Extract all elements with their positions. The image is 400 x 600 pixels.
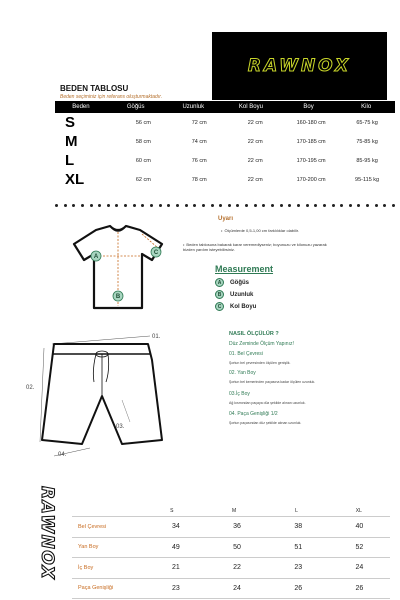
shorts-size-table (72, 505, 390, 599)
table-cell: 50 (233, 543, 241, 551)
divider-dot (236, 204, 239, 207)
table-cell: 22 cm (247, 157, 263, 164)
measurement-label: Kol Boyu (230, 303, 257, 310)
table-cell: 62 cm (135, 176, 151, 183)
divider-dot (366, 204, 369, 207)
table-cell: 24 (355, 564, 364, 572)
table-row (72, 517, 390, 538)
divider-dot (72, 204, 75, 207)
shorts-illustration (30, 330, 200, 460)
measurement-label: Göğüs (230, 279, 249, 286)
warning-note: • Ölçümlerde 0,5-1,00 cm farklılıklar olabilir. (215, 228, 305, 233)
warning-note: • Beden tablosuna bakarak karar veremediyseniz; boyunuzu ve kilonuzu yazarak bizden yardım isteyebilirsiniz. (183, 242, 333, 252)
shorts-header-cell: XL (355, 508, 362, 514)
vertical-logo-text: RAWNOX (37, 486, 57, 581)
divider-dot (228, 204, 231, 207)
table-cell: 40 (355, 523, 364, 531)
measurement-item (215, 290, 253, 299)
table-cell: 58 cm (135, 138, 151, 145)
divider-dot (323, 204, 326, 207)
divider-dot (357, 204, 360, 207)
size-table-title: BEDEN TABLOSU (60, 84, 129, 93)
table-cell: 38 (294, 523, 303, 531)
howto-step-note: Şortun bel kemerinden paçasına kadar ölçülen uzunluk. (229, 380, 316, 384)
table-cell: 26 (355, 584, 364, 592)
divider-dot (383, 204, 386, 207)
divider-dot (254, 204, 257, 207)
table-cell: 22 cm (247, 119, 263, 126)
howto-step-title: 01. Bel Çevresi (229, 351, 263, 357)
table-cell: 49 (171, 543, 180, 551)
shirt-label-a: A (93, 254, 99, 260)
shorts-label-04: 04. (58, 452, 67, 458)
table-row (72, 579, 390, 600)
divider-dot (185, 204, 188, 207)
size-table-header (55, 101, 395, 113)
howto-step-note: Şortun paçasından düz şekilde alınan uzunluk. (229, 421, 302, 425)
shorts-header-cell: S (170, 508, 174, 514)
divider-dot (297, 204, 300, 207)
divider-dot (98, 204, 101, 207)
size-header-cell: Göğüs (126, 104, 145, 110)
divider-dot (262, 204, 265, 207)
table-cell: 26 (294, 584, 303, 592)
howto-step-title: 02. Yan Boy (229, 370, 256, 376)
divider-dot (288, 204, 291, 207)
size-header-cell: Boy (303, 104, 314, 110)
brand-logo-text: RAWNOX (247, 56, 352, 76)
table-cell: 72 cm (191, 119, 207, 126)
divider-dot (159, 204, 162, 207)
shirt-label-b: B (115, 294, 121, 300)
divider-dot (280, 204, 283, 207)
badge-b-icon: B (215, 290, 224, 299)
divider-dot (124, 204, 127, 207)
divider-dot (306, 204, 309, 207)
table-cell: 60 cm (135, 157, 151, 164)
table-cell: 36 (233, 523, 241, 531)
table-cell: 160-180 cm (296, 119, 326, 126)
table-cell: 95-115 kg (355, 176, 380, 183)
table-cell: 23 (294, 564, 303, 572)
divider-dot (55, 204, 58, 207)
divider-dot (332, 204, 335, 207)
divider-dot (176, 204, 179, 207)
measurement-title: Measurement (215, 264, 274, 274)
table-cell: 75-85 kg (356, 138, 378, 145)
size-cell: L (65, 152, 75, 169)
divider-dot (211, 204, 214, 207)
size-cell: S (65, 114, 76, 131)
vertical-brand-logo (28, 486, 57, 596)
divider-dot (271, 204, 274, 207)
table-cell: 23 (171, 584, 180, 592)
measurement-item (215, 302, 256, 311)
divider-dot (219, 204, 222, 207)
size-cell: M (65, 133, 78, 150)
table-cell: 51 (294, 543, 303, 551)
table-cell: 22 cm (247, 176, 263, 183)
brand-logo (212, 32, 387, 100)
howto-step-title: 03.İç Boy (229, 391, 250, 397)
size-table (55, 101, 395, 189)
table-cell: 76 cm (191, 157, 207, 164)
table-cell: 34 (171, 523, 180, 531)
table-row (72, 538, 390, 559)
divider-dot (81, 204, 84, 207)
shorts-label-03: 03. (116, 424, 125, 430)
shorts-header-cell: M (232, 508, 237, 514)
divider-dot (375, 204, 378, 207)
badge-c-icon: C (215, 302, 224, 311)
size-header-cell: Kilo (361, 104, 372, 110)
badge-a-icon: A (215, 278, 224, 287)
size-table-subtitle: Beden seçiminiz için referans oluşturmaktadır. (60, 94, 163, 100)
table-cell: 170-185 cm (296, 138, 326, 145)
table-cell: 21 (171, 564, 180, 572)
measurement-item (215, 278, 249, 287)
divider-dot (107, 204, 110, 207)
divider-dot (392, 204, 395, 207)
table-cell: 65-75 kg (356, 119, 378, 126)
divider-dot (167, 204, 170, 207)
warning-title: Uyarı (218, 216, 234, 222)
divider-dot (314, 204, 317, 207)
row-label: Paça Genişliği (78, 585, 114, 592)
howto-step-note: Ağ kısmından paçaya düz şekilde alınan uzunluk. (229, 401, 306, 405)
table-cell: 52 (355, 543, 364, 551)
divider-dot (245, 204, 248, 207)
divider-dot (64, 204, 67, 207)
shorts-label-02: 02. (26, 385, 35, 391)
table-row (55, 170, 395, 189)
shorts-header-cell (72, 505, 141, 516)
howto-title: NASIL ÖLÇÜLÜR ? (229, 331, 279, 337)
row-label: Yan Boy (78, 544, 99, 551)
tshirt-illustration (62, 222, 174, 314)
howto-subtitle: Düz Zeminde Ölçüm Yapınız! (229, 341, 294, 347)
table-cell: 170-195 cm (296, 157, 326, 164)
shorts-table-header (72, 505, 390, 517)
howto-step-title: 04. Paça Genişliği 1/2 (229, 411, 278, 417)
row-label: İç Boy (78, 564, 94, 571)
shorts-label-01: 01. (152, 334, 161, 340)
measurement-label: Uzunluk (230, 291, 254, 298)
size-header-cell: Beden (72, 104, 90, 110)
howto-step-note: Şortun bel çevresinden ölçülen genişlik. (229, 361, 291, 365)
table-cell: 85-95 kg (356, 157, 378, 164)
divider-dot (202, 204, 205, 207)
shorts-header-cell: L (295, 508, 298, 514)
dotted-divider (55, 204, 395, 208)
size-header-cell: Kol Boyu (238, 104, 263, 110)
table-cell: 22 (233, 564, 241, 572)
row-label: Bel Çevresi (78, 523, 107, 530)
table-row (55, 113, 395, 132)
divider-dot (340, 204, 343, 207)
shirt-label-c: C (153, 250, 159, 256)
divider-dot (90, 204, 93, 207)
divider-dot (133, 204, 136, 207)
table-row (55, 132, 395, 151)
divider-dot (141, 204, 144, 207)
table-cell: 24 (233, 584, 241, 592)
table-cell: 78 cm (191, 176, 207, 183)
divider-dot (115, 204, 118, 207)
size-header-cell: Uzunluk (182, 104, 205, 110)
divider-dot (150, 204, 153, 207)
divider-dot (349, 204, 352, 207)
table-cell: 74 cm (191, 138, 207, 145)
size-cell: XL (65, 171, 85, 188)
table-cell: 56 cm (135, 119, 151, 126)
table-cell: 22 cm (247, 138, 263, 145)
table-row (55, 151, 395, 170)
table-cell: 170-200 cm (296, 176, 326, 183)
table-row (72, 558, 390, 579)
divider-dot (193, 204, 196, 207)
